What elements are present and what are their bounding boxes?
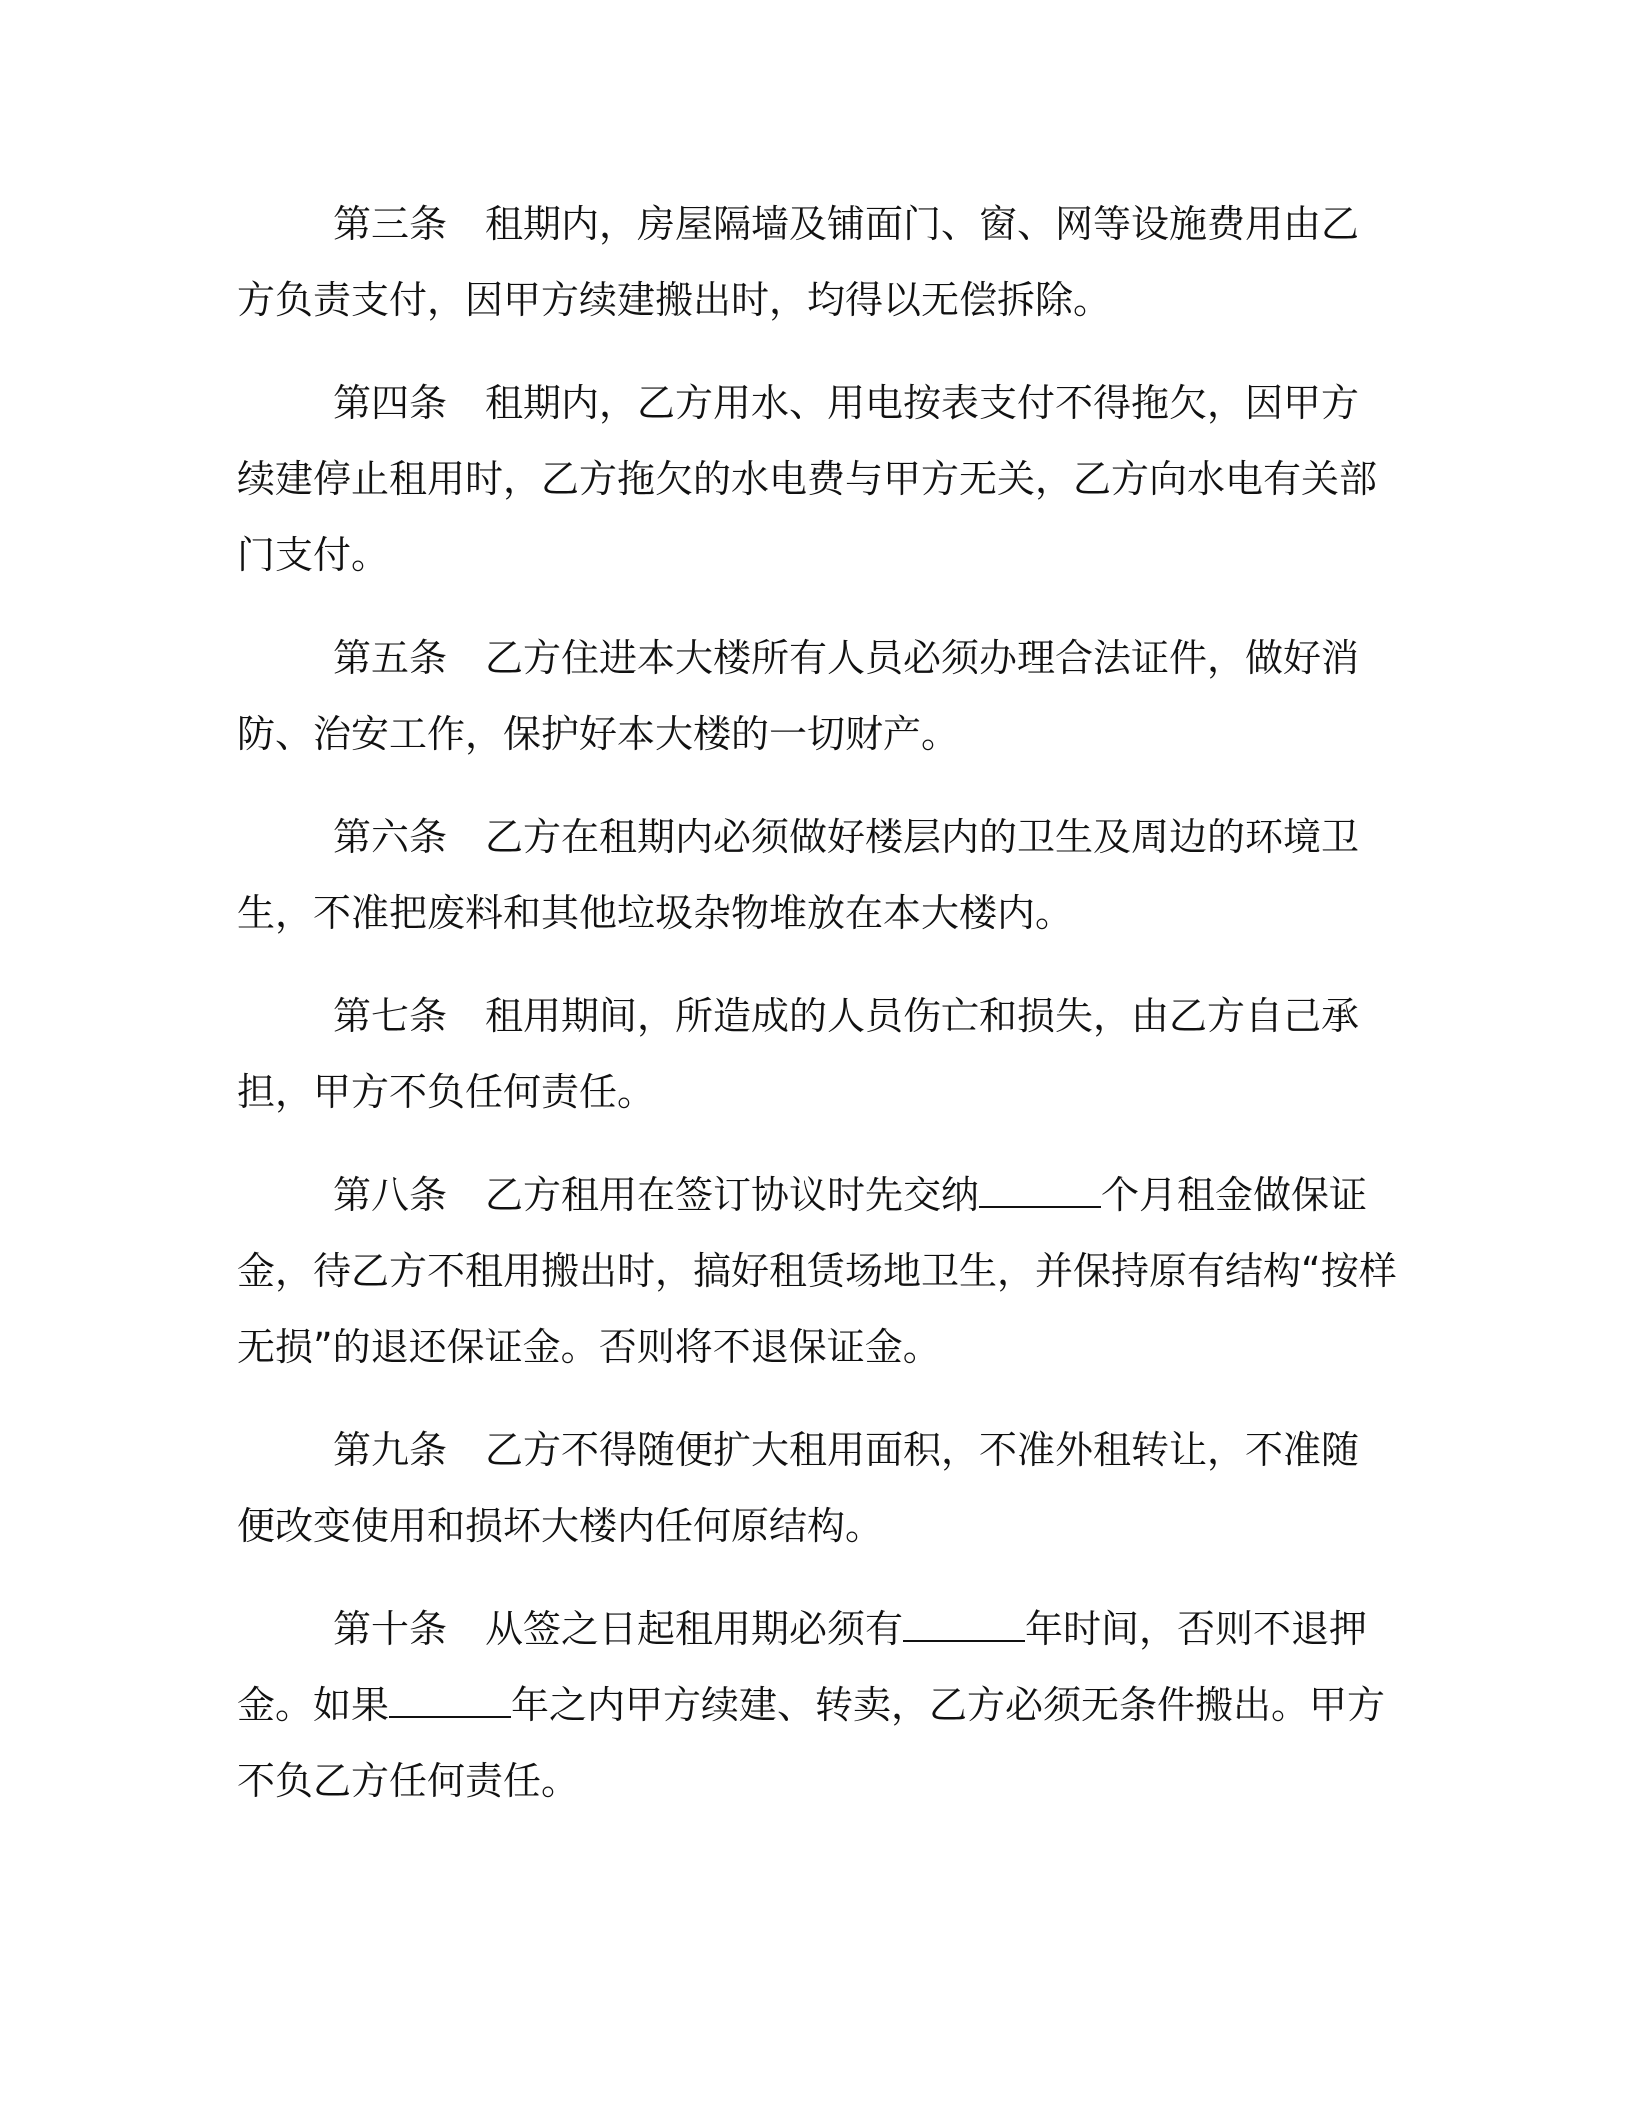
clause-number: 第七条: [333, 994, 448, 1038]
clause-number: 第六条: [333, 815, 448, 859]
fill-in-blank-months[interactable]: [979, 1176, 1101, 1208]
clause-number: 第五条: [333, 636, 448, 680]
clause-text: 租期内，乙方用水、用电按表支付不得拖欠，因甲方续建停止租用时，乙方拖欠的水电费与甲方无关，乙方向水电有关部门支付。: [237, 381, 1378, 577]
clause-3: [237, 186, 1397, 338]
clause-number: 第四条: [333, 381, 448, 425]
clause-text: 乙方租用在签订协议时先交纳: [485, 1173, 980, 1217]
clause-text: 乙方在租期内必须做好楼层内的卫生及周边的环境卫生，不准把废料和其他垃圾杂物堆放在本大楼内。: [237, 815, 1360, 935]
clause-9: [237, 1412, 1397, 1564]
clause-number: 第三条: [333, 202, 448, 246]
clause-number: 第十条: [333, 1607, 448, 1651]
clause-text: 租用期间，所造成的人员伤亡和损失，由乙方自己承担，甲方不负任何责任。: [237, 994, 1360, 1114]
clause-text: 租期内，房屋隔墙及铺面门、窗、网等设施费用由乙方负责支付，因甲方续建搬出时，均得以无偿拆除。: [237, 202, 1360, 322]
clause-number: 第九条: [333, 1428, 448, 1472]
clause-text: 年时间，否则不退押金。如果: [237, 1607, 1368, 1727]
clause-text: 乙方住进本大楼所有人员必须办理合法证件，做好消防、治安工作，保护好本大楼的一切财产。: [237, 636, 1360, 756]
clause-8: [237, 1157, 1397, 1385]
clause-number: 第八条: [333, 1173, 448, 1217]
fill-in-blank-years[interactable]: [903, 1610, 1025, 1642]
contract-body: [237, 186, 1397, 1846]
clause-text: 年之内甲方续建、转卖，乙方必须无条件搬出。甲方不负乙方任何责任。: [237, 1683, 1386, 1803]
clause-7: [237, 978, 1397, 1130]
clause-5: [237, 620, 1397, 772]
clause-10: [237, 1591, 1397, 1819]
fill-in-blank-years-within[interactable]: [389, 1686, 511, 1718]
clause-4: [237, 365, 1397, 593]
clause-text: 从签之日起租用期必须有: [485, 1607, 904, 1651]
clause-text: 个月租金做保证金，待乙方不租用搬出时，搞好租赁场地卫生，并保持原有结构“按样无损”的退还保证金。否则将不退保证金。: [237, 1173, 1397, 1369]
clause-6: [237, 799, 1397, 951]
clause-text: 乙方不得随便扩大租用面积，不准外租转让，不准随便改变使用和损坏大楼内任何原结构。: [237, 1428, 1360, 1548]
